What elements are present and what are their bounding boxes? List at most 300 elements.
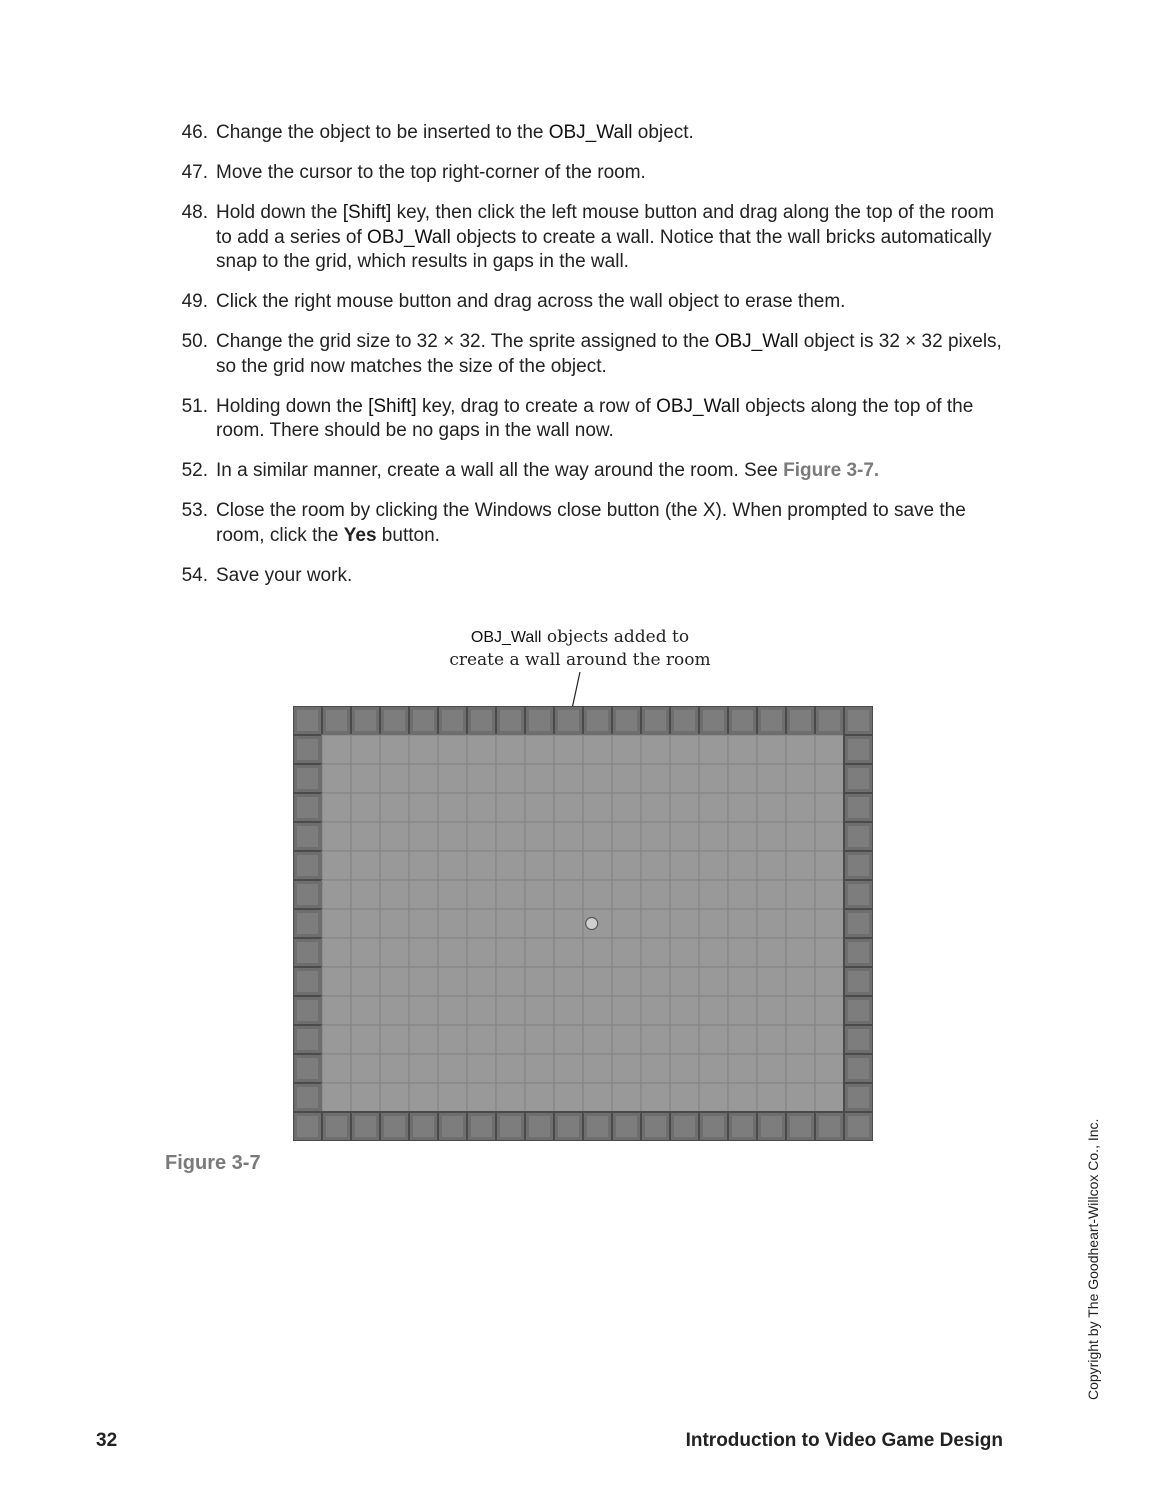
floor-cell (641, 909, 670, 938)
floor-cell (699, 735, 728, 764)
list-item (160, 290, 1010, 315)
floor-cell (525, 1083, 554, 1112)
floor-cell (670, 851, 699, 880)
floor-cell (815, 996, 844, 1025)
instruction-steps (160, 121, 1010, 604)
floor-cell (496, 880, 525, 909)
floor-cell (641, 851, 670, 880)
floor-cell (815, 1054, 844, 1083)
wall-block-face (326, 1116, 347, 1137)
wall-block-face (442, 1116, 463, 1137)
floor-cell (322, 735, 351, 764)
floor-cell (409, 735, 438, 764)
floor-cell (409, 764, 438, 793)
wall-block-face (355, 1116, 376, 1137)
wall-block-face (326, 710, 347, 731)
floor-cell (467, 880, 496, 909)
floor-cell (641, 996, 670, 1025)
wall-block-face (587, 1116, 608, 1137)
floor-cell (380, 735, 409, 764)
floor-cell (612, 1083, 641, 1112)
step-number: 47. (181, 162, 208, 183)
text-run: Move the cursor to the top right-corner of the room. (216, 162, 646, 183)
floor-cell (670, 996, 699, 1025)
floor-cell (380, 1025, 409, 1054)
floor-cell (699, 909, 728, 938)
floor-cell (670, 735, 699, 764)
wall-block-face (355, 710, 376, 731)
copyright-notice: Copyright by The Goodheart-Willcox Co., Inc. (1085, 1118, 1101, 1400)
floor-cell (525, 1025, 554, 1054)
floor-cell (728, 996, 757, 1025)
floor-cell (728, 1054, 757, 1083)
floor-cell (438, 1025, 467, 1054)
floor-cell (322, 996, 351, 1025)
room-figure (293, 706, 873, 1141)
wall-block-face (587, 710, 608, 731)
floor-cell (815, 938, 844, 967)
text-run: Change the object to be inserted to the (216, 122, 549, 143)
floor-cell (380, 764, 409, 793)
floor-cell (728, 1083, 757, 1112)
wall-block-face (529, 710, 550, 731)
floor-cell (409, 938, 438, 967)
floor-cell (815, 764, 844, 793)
floor-cell (815, 1025, 844, 1054)
floor-cell (612, 967, 641, 996)
floor-cell (728, 1025, 757, 1054)
wall-block-face (848, 1116, 869, 1137)
floor-cell (670, 938, 699, 967)
wall-block-face (848, 1087, 869, 1108)
floor-cell (815, 1083, 844, 1112)
wall-block-face (413, 710, 434, 731)
floor-cell (583, 822, 612, 851)
floor-cell (496, 735, 525, 764)
floor-cell (322, 822, 351, 851)
wall-block-face (848, 1058, 869, 1079)
wall-block-face (297, 1116, 318, 1137)
text-run: object. (632, 122, 694, 143)
floor-cell (670, 793, 699, 822)
floor-cell (612, 996, 641, 1025)
wall-block-face (529, 1116, 550, 1137)
floor-cell (583, 1054, 612, 1083)
wall-block-face (848, 739, 869, 760)
floor-cell (699, 967, 728, 996)
wall-block-face (558, 710, 579, 731)
floor-cell (380, 1083, 409, 1112)
floor-cell (786, 967, 815, 996)
floor-cell (322, 880, 351, 909)
floor-cell (699, 996, 728, 1025)
floor-cell (380, 880, 409, 909)
floor-cell (786, 735, 815, 764)
step-text (216, 499, 1010, 548)
floor-cell (757, 1025, 786, 1054)
floor-cell (496, 938, 525, 967)
text-run: key, then click the left mouse button and drag along the top of the room to add a series of (216, 202, 995, 248)
floor-cell (467, 938, 496, 967)
floor-cell (554, 793, 583, 822)
step-number: 49. (181, 291, 208, 312)
floor-cell (351, 1083, 380, 1112)
floor-cell (351, 880, 380, 909)
floor-cell (496, 967, 525, 996)
floor-cell (554, 996, 583, 1025)
wall-block-face (848, 797, 869, 818)
floor-cell (641, 938, 670, 967)
floor-cell (322, 764, 351, 793)
text-run: Click the right mouse button and drag across the wall object to erase them. (216, 291, 846, 312)
wall-block-face (413, 1116, 434, 1137)
wall-block-face (616, 1116, 637, 1137)
floor-cell (409, 1083, 438, 1112)
floor-cell (467, 764, 496, 793)
floor-cell (612, 851, 641, 880)
step-text (216, 564, 1010, 589)
floor-cell (757, 938, 786, 967)
floor-cell (641, 1083, 670, 1112)
wall-block-face (384, 710, 405, 731)
floor-cell (409, 996, 438, 1025)
text-run: Save your work. (216, 564, 353, 586)
floor-cell (438, 967, 467, 996)
wall-block-face (848, 884, 869, 905)
floor-cell (438, 880, 467, 909)
floor-cell (496, 1083, 525, 1112)
floor-cell (351, 938, 380, 967)
floor-cell (728, 909, 757, 938)
floor-cell (438, 938, 467, 967)
floor-cell (786, 764, 815, 793)
floor-cell (554, 938, 583, 967)
wall-block-face (761, 710, 782, 731)
floor-cell (583, 996, 612, 1025)
floor-cell (380, 1054, 409, 1083)
floor-cell (612, 793, 641, 822)
callout-text-2: create a wall around the room (449, 650, 711, 670)
floor-cell (612, 938, 641, 967)
floor-cell (467, 1025, 496, 1054)
floor-cell (786, 909, 815, 938)
floor-cell (786, 938, 815, 967)
floor-cell (757, 909, 786, 938)
floor-cell (496, 1054, 525, 1083)
wall-block-face (819, 1116, 840, 1137)
floor-cell (467, 909, 496, 938)
floor-cell (699, 793, 728, 822)
floor-cell (815, 735, 844, 764)
floor-cell (496, 1025, 525, 1054)
list-item (160, 395, 1010, 444)
floor-cell (699, 1083, 728, 1112)
floor-cell (380, 967, 409, 996)
floor-cell (728, 764, 757, 793)
text-run: key, drag to create a row of (416, 395, 657, 417)
floor-cell (699, 880, 728, 909)
floor-cell (612, 1025, 641, 1054)
floor-cell (786, 1054, 815, 1083)
wall-block-face (732, 710, 753, 731)
floor-cell (554, 735, 583, 764)
floor-cell (409, 793, 438, 822)
floor-cell (670, 1054, 699, 1083)
floor-cell (554, 1083, 583, 1112)
floor-cell (757, 967, 786, 996)
floor-cell (728, 851, 757, 880)
wall-block-face (297, 942, 318, 963)
floor-cell (554, 764, 583, 793)
step-text (216, 161, 1010, 186)
wall-block-face (674, 710, 695, 731)
floor-cell (467, 1083, 496, 1112)
floor-cell (322, 793, 351, 822)
floor-cell (757, 851, 786, 880)
floor-cell (525, 735, 554, 764)
floor-cell (322, 1025, 351, 1054)
floor-cell (612, 822, 641, 851)
floor-cell (322, 909, 351, 938)
floor-cell (583, 851, 612, 880)
wall-block-face (471, 1116, 492, 1137)
floor-cell (554, 909, 583, 938)
floor-cell (351, 1025, 380, 1054)
wall-block-face (558, 1116, 579, 1137)
callout-object-name: OBJ_Wall (470, 629, 542, 646)
text-run: object is 32 × 32 pixels, so the grid now matches the size of the object. (216, 331, 1002, 377)
wall-block-face (848, 942, 869, 963)
wall-block-face (297, 913, 318, 934)
floor-cell (380, 851, 409, 880)
wall-block-face (848, 913, 869, 934)
wall-block-face (761, 1116, 782, 1137)
wall-block-face (848, 971, 869, 992)
text-run: Change the grid size to 32 × 32. The sprite assigned to the (216, 331, 715, 352)
floor-cell (496, 909, 525, 938)
list-item (160, 201, 1010, 275)
floor-cell (438, 764, 467, 793)
floor-cell (815, 851, 844, 880)
floor-cell (438, 909, 467, 938)
text-run: Hold down the (216, 202, 343, 223)
floor-cell (496, 793, 525, 822)
floor-cell (728, 967, 757, 996)
floor-cell (351, 967, 380, 996)
floor-cell (438, 996, 467, 1025)
floor-cell (583, 1083, 612, 1112)
floor-cell (699, 1025, 728, 1054)
wall-block-face (848, 855, 869, 876)
floor-cell (583, 880, 612, 909)
wall-block-face (848, 1000, 869, 1021)
floor-cell (525, 851, 554, 880)
floor-cell (496, 822, 525, 851)
floor-cell (554, 967, 583, 996)
floor-cell (641, 880, 670, 909)
floor-cell (438, 1083, 467, 1112)
floor-cell (496, 764, 525, 793)
floor-cell (380, 793, 409, 822)
floor-cell (409, 1054, 438, 1083)
floor-cell (554, 1054, 583, 1083)
step-text (216, 201, 1010, 275)
step-text (216, 330, 1010, 379)
floor-cell (583, 735, 612, 764)
floor-cell (583, 938, 612, 967)
floor-cell (525, 822, 554, 851)
text-run: Yes (343, 524, 377, 546)
code-term: [Shift] (342, 202, 392, 223)
floor-cell (554, 851, 583, 880)
wall-block-face (471, 710, 492, 731)
floor-cell (467, 1054, 496, 1083)
wall-block-face (297, 884, 318, 905)
floor-cell (612, 880, 641, 909)
floor-cell (409, 880, 438, 909)
floor-cell (322, 1054, 351, 1083)
wall-block-face (297, 1087, 318, 1108)
floor-cell (815, 909, 844, 938)
floor-cell (699, 764, 728, 793)
wall-block-face (297, 1058, 318, 1079)
floor-cell (670, 1025, 699, 1054)
text-run: In a similar manner, create a wall all the way around the room. See (216, 460, 784, 481)
step-number: 51. (181, 395, 208, 417)
floor-cell (757, 880, 786, 909)
floor-cell (380, 822, 409, 851)
floor-cell (409, 967, 438, 996)
floor-cell (496, 996, 525, 1025)
list-item (160, 499, 1010, 548)
floor-cell (670, 1083, 699, 1112)
floor-cell (438, 735, 467, 764)
step-text (216, 290, 1010, 315)
figure-callout (430, 626, 730, 672)
floor-cell (641, 793, 670, 822)
floor-cell (699, 822, 728, 851)
floor-cell (757, 764, 786, 793)
floor-cell (786, 880, 815, 909)
callout-text-1: objects added to (541, 627, 690, 647)
floor-cell (351, 1054, 380, 1083)
step-text (216, 459, 1010, 484)
wall-block-face (500, 710, 521, 731)
list-item (160, 161, 1010, 186)
floor-cell (612, 735, 641, 764)
floor-cell (612, 1054, 641, 1083)
floor-cell (525, 793, 554, 822)
step-number: 48. (181, 202, 208, 223)
floor-cell (583, 764, 612, 793)
floor-cell (467, 735, 496, 764)
floor-cell (583, 793, 612, 822)
floor-cell (380, 909, 409, 938)
wall-block-face (384, 1116, 405, 1137)
floor-cell (670, 764, 699, 793)
wall-block-face (616, 710, 637, 731)
floor-cell (554, 880, 583, 909)
list-item (160, 459, 1010, 484)
floor-cell (786, 851, 815, 880)
floor-cell (641, 967, 670, 996)
floor-cell (409, 1025, 438, 1054)
text-run: objects along the top of the room. There should be no gaps in the wall now. (216, 395, 974, 441)
floor-cell (351, 996, 380, 1025)
code-term: [Shift] (368, 395, 417, 417)
list-item (160, 330, 1010, 379)
floor-cell (525, 967, 554, 996)
floor-cell (322, 1083, 351, 1112)
wall-block-face (297, 826, 318, 847)
floor-cell (612, 764, 641, 793)
wall-block-face (500, 1116, 521, 1137)
floor-cell (757, 1083, 786, 1112)
wall-block-face (297, 1000, 318, 1021)
floor-cell (757, 1054, 786, 1083)
floor-cell (670, 909, 699, 938)
floor-cell (467, 996, 496, 1025)
wall-block-face (645, 1116, 666, 1137)
floor-cell (409, 822, 438, 851)
wall-block-face (297, 768, 318, 789)
floor-cell (583, 967, 612, 996)
wall-block-face (297, 797, 318, 818)
text-run: objects to create a wall. Notice that the wall bricks automatically snap to the grid, which results in gaps in the wall. (216, 226, 992, 272)
floor-cell (525, 996, 554, 1025)
floor-cell (554, 1025, 583, 1054)
floor-cell (815, 793, 844, 822)
floor-cell (525, 1054, 554, 1083)
list-item (160, 121, 1010, 146)
step-number: 50. (181, 331, 208, 352)
floor-cell (786, 1025, 815, 1054)
floor-cell (670, 967, 699, 996)
code-term: OBJ_Wall (656, 395, 740, 417)
floor-cell (380, 938, 409, 967)
floor-cell (670, 822, 699, 851)
floor-cell (322, 967, 351, 996)
floor-cell (786, 822, 815, 851)
wall-block-face (848, 710, 869, 731)
wall-block-face (645, 710, 666, 731)
floor-cell (757, 735, 786, 764)
floor-cell (351, 735, 380, 764)
book-title: Introduction to Video Game Design (685, 1430, 1003, 1451)
floor-cell (409, 851, 438, 880)
wall-block-face (442, 710, 463, 731)
floor-cell (438, 851, 467, 880)
floor-cell (554, 822, 583, 851)
list-item (160, 564, 1010, 589)
floor-cell (757, 793, 786, 822)
floor-cell (525, 880, 554, 909)
floor-cell (380, 996, 409, 1025)
floor-cell (438, 793, 467, 822)
wall-block-face (297, 739, 318, 760)
floor-cell (757, 822, 786, 851)
wall-block-face (848, 826, 869, 847)
floor-cell (641, 1025, 670, 1054)
floor-cell (786, 1083, 815, 1112)
step-number: 54. (181, 564, 208, 586)
floor-cell (525, 764, 554, 793)
floor-cell (525, 938, 554, 967)
step-text (216, 395, 1010, 444)
step-number: 52. (181, 460, 208, 481)
text-run: Close the room by clicking the Windows close button (the X). When prompted to save the room, click the (216, 500, 966, 546)
floor-cell (467, 822, 496, 851)
